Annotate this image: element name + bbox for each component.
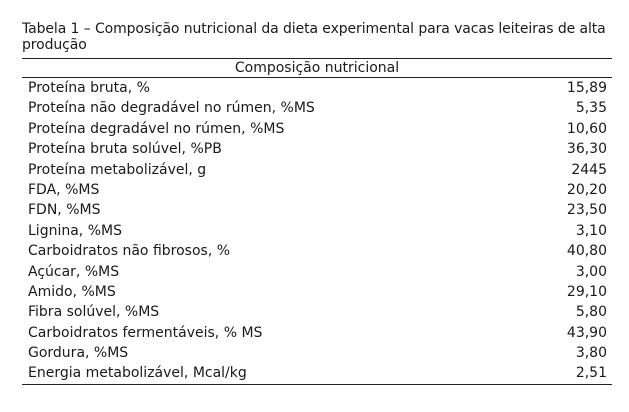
row-label: Proteína degradável no rúmen, %MS xyxy=(28,120,285,137)
row-value: 29,10 xyxy=(566,283,607,300)
row-value: 3,00 xyxy=(575,263,607,280)
row-label: Proteína metabolizável, g xyxy=(28,161,207,178)
table-row xyxy=(22,139,612,159)
row-label: Proteína bruta solúvel, %PB xyxy=(28,141,222,158)
row-label: Proteína bruta, % xyxy=(28,80,150,96)
row-value: 43,90 xyxy=(566,324,607,341)
table-row xyxy=(22,363,612,383)
table-row xyxy=(22,262,612,282)
table-bottom-rule xyxy=(22,384,612,385)
row-value: 2,51 xyxy=(575,365,607,382)
row-value: 36,30 xyxy=(566,141,607,158)
row-value: 23,50 xyxy=(566,202,607,219)
row-label: Proteína não degradável no rúmen, %MS xyxy=(28,100,315,117)
table-row xyxy=(22,119,612,139)
table-body xyxy=(22,78,612,384)
row-label: Fibra solúvel, %MS xyxy=(28,304,160,321)
row-label: FDA, %MS xyxy=(28,181,100,198)
row-label: Gordura, %MS xyxy=(28,345,129,362)
row-value: 5,35 xyxy=(575,100,607,117)
row-label: Açúcar, %MS xyxy=(28,263,120,280)
table-row xyxy=(22,160,612,180)
table-row xyxy=(22,98,612,118)
row-label: Amido, %MS xyxy=(28,283,116,300)
table-row xyxy=(22,302,612,322)
row-value: 3,10 xyxy=(575,222,607,239)
table-column-header: Composição nutricional xyxy=(234,60,400,76)
row-value: 10,60 xyxy=(566,120,607,137)
row-value: 15,89 xyxy=(566,80,607,96)
table-row xyxy=(22,343,612,363)
row-label: FDN, %MS xyxy=(28,202,101,219)
table-row xyxy=(22,78,612,98)
row-label: Carboidratos fermentáveis, % MS xyxy=(28,324,263,341)
table-row xyxy=(22,221,612,241)
table-row xyxy=(22,180,612,200)
row-value: 20,20 xyxy=(566,181,607,198)
table-row xyxy=(22,241,612,261)
table-row xyxy=(22,200,612,220)
row-value: 2445 xyxy=(571,161,607,178)
table-row xyxy=(22,282,612,302)
table-caption: Tabela 1 – Composição nutricional da dieta experimental para vacas leiteiras de alta produção xyxy=(22,21,606,53)
row-label: Energia metabolizável, Mcal/kg xyxy=(28,365,247,382)
row-label: Lignina, %MS xyxy=(28,222,122,239)
table-row xyxy=(22,323,612,343)
row-value: 40,80 xyxy=(566,243,607,260)
row-value: 5,80 xyxy=(575,304,607,321)
row-label: Carboidratos não fibrosos, % xyxy=(28,243,231,260)
row-value: 3,80 xyxy=(575,345,607,362)
